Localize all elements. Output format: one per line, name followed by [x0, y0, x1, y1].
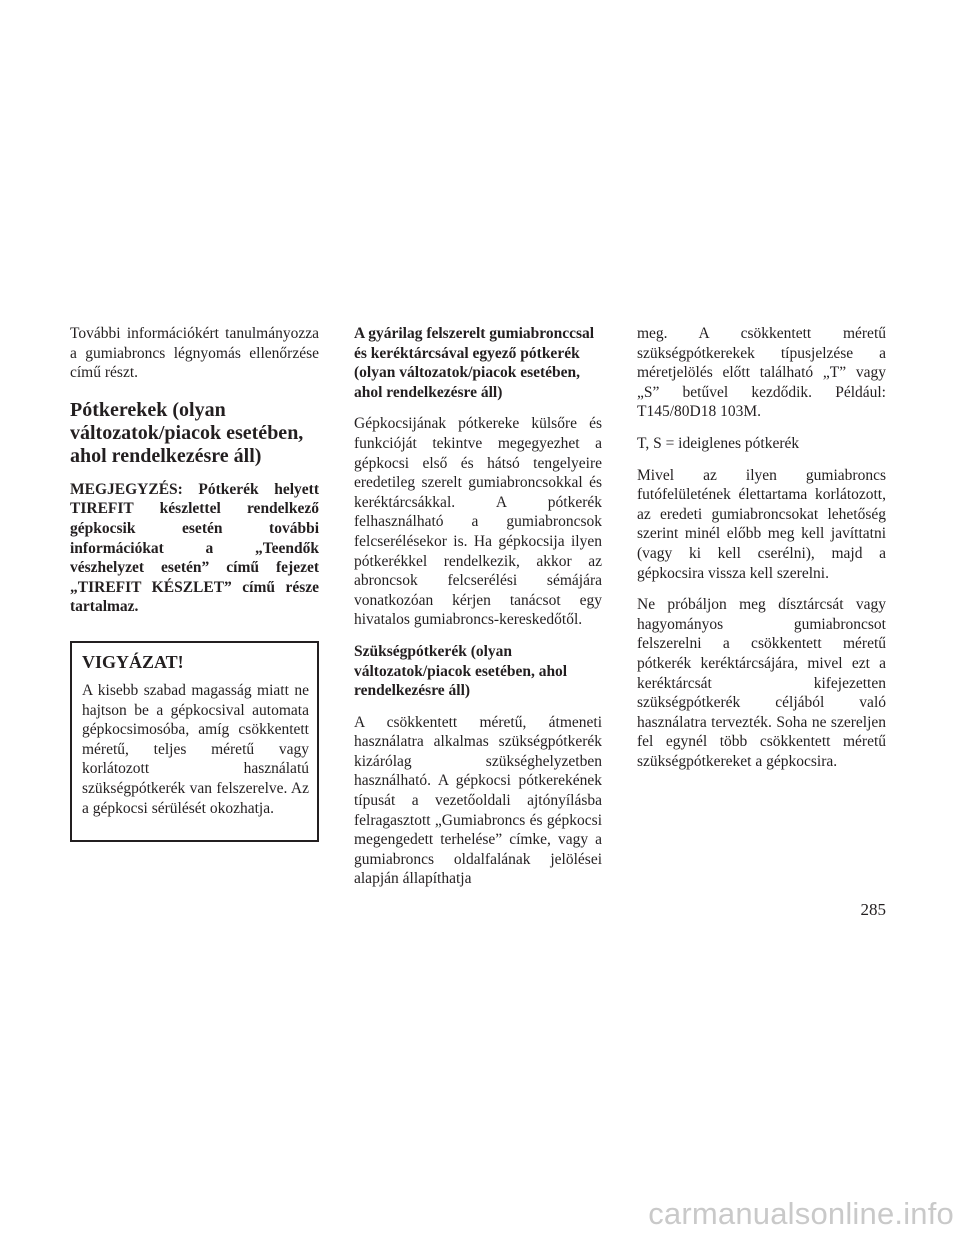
full-size-spare-paragraph: Gépkocsijának pótkereke külsőre és funkcióját tekintve megegyezhet a gépkocsi első és hátsó tengelyeire eredetileg szerelt gumiabroncsokkal és keréktárcsákkal. A pótkerék felhasználható a gumiabroncsok felcserélésekor is. Ha gépkocsija ilyen pótkerékkel rendelkezik, akkor az abroncsok felcserélési sémájára vonatkozóan kérjen tanácsot egy hivatalos gumiabroncs-kereskedőtől.: [354, 415, 602, 629]
warning-box: [70, 641, 319, 842]
intro-paragraph: További információkért tanulmányozza a gumiabroncs légnyomás ellenőrzése című részt.: [70, 325, 319, 382]
full-size-spare-heading: A gyárilag felszerelt gumiabronccsal és keréktárcsával egyező pótkerék (olyan változatok/piacok esetében, ahol rendelkezésre áll): [354, 325, 595, 401]
column-left: [70, 324, 319, 842]
tire-code-paragraph: meg. A csökkentett méretű szükségpótkerekek típusjelzése a méretjelölés előtt található „T” vagy „S” betűvel kezdődik. Például: T145/80D18 103M.: [637, 325, 886, 421]
compact-spare-heading: Szükségpótkerék (olyan változatok/piacok esetében, ahol rendelkezésre áll): [354, 642, 568, 700]
watermark: carmanualsonline.info: [648, 1196, 954, 1231]
wheel-cover-warning-paragraph: Ne próbáljon meg dísztárcsát vagy hagyományos gumiabroncsot felszerelni a csökkentett méretű pótkerék keréktárcsájára, mivel ezt a keréktárcsát kifejezetten szükségpótkerék céljából való használatra tervezték. Soha ne szereljen fel egynél több csökkentett méretű szükségpótkereket a gépkocsira.: [637, 596, 886, 770]
limited-tread-paragraph: Mivel az ilyen gumiabroncs futófelületének élettartama korlátozott, az eredeti gumiabroncsokat lehetőség szerint minél előbb meg kell javíttatni (vagy ki kell cserélni), majd a gépkocsira vissza kell szerelni.: [637, 466, 886, 582]
compact-spare-paragraph: A csökkentett méretű, átmeneti használatra alkalmas szükségpótkerék kizárólag szükséghelyzetben használható. A gépkocsi pótkerekének típusát a vezetőoldali ajtónyílásba felragasztott „Gumiabroncs és gépkocsi megengedett terhelése” címke, vagy a gumiabroncs oldalfalának jelölései alapján állapíthatja: [354, 713, 602, 888]
page-number: 285: [860, 900, 886, 919]
section-title: Pótkerekek (olyan változatok/piacok esetében, ahol rendelkezésre áll): [70, 398, 304, 467]
column-right: [637, 324, 886, 783]
column-middle: [354, 324, 602, 901]
note-paragraph: MEGJEGYZÉS: Pótkerék helyett TIREFIT készlettel rendelkező gépkocsik esetén további információkat a „Teendők vészhelyzet esetén” című fejezet „TIREFIT KÉSZLET” című része tartalmaz.: [70, 480, 319, 616]
temporary-spare-definition: T, S = ideiglenes pótkerék: [637, 434, 800, 452]
warning-title: VIGYÁZAT!: [82, 651, 184, 672]
warning-text: A kisebb szabad magasság miatt ne hajtson be a gépkocsival automata gépkocsimosóba, amíg csökkentett méretű, teljes méretű vagy korlátozott használatú szükségpótkerék van felszerelve. Az a gépkocsi sérülését okozhatja.: [82, 681, 309, 817]
